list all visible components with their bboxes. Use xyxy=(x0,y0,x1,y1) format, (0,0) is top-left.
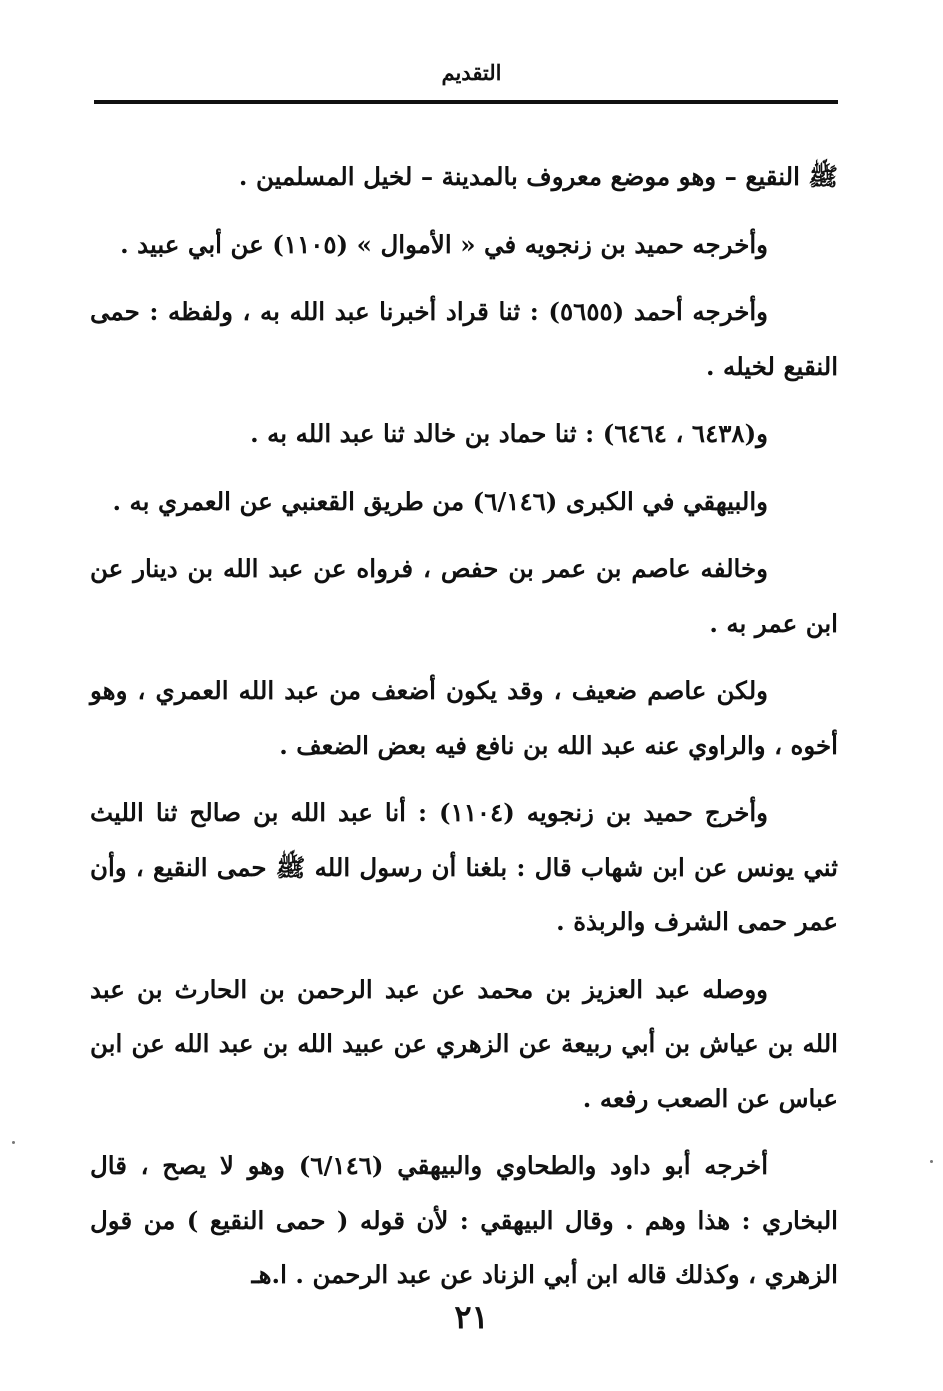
scan-speck xyxy=(930,1160,933,1163)
paragraph: وخالفه عاصم بن عمر بن حفص ، فرواه عن عبد الله بن دينار عن ابن عمر به . xyxy=(90,554,838,638)
paragraph: ووصله عبد العزيز بن محمد عن عبد الرحمن بن الحارث بن عبد الله بن عياش بن أبي ربيعة عن الزهري عن عبيد الله بن عبد الله عن ابن عباس عن الصعب رفعه . xyxy=(90,974,838,1113)
page-body xyxy=(90,150,838,1316)
paragraph: ولكن عاصم ضعيف ، وقد يكون أضعف من عبد الله العمري ، وهو أخوه ، والراوي عنه عبد الله بن نافع فيه بعض الضعف . xyxy=(90,676,838,760)
scan-speck xyxy=(12,1141,15,1144)
paragraph: وأخرجه حميد بن زنجويه في « الأموال » (١١٠٥) عن أبي عبيد . xyxy=(120,229,768,259)
paragraph: وأخرجه أحمد (٥٦٥٥) : ثنا قراد أخبرنا عبد الله به ، ولفظه : حمى النقيع لخيله . xyxy=(90,297,838,381)
paragraph: أخرجه أبو داود والطحاوي والبيهقي (٦/١٤٦) وهو لا يصح ، قال البخاري : هذا وهم . وقال البيهقي : لأن قوله ( حمى النقيع ) من قول الزهري ، وكذلك قاله ابن أبي الزناد عن عبد الرحمن . ا.هـ xyxy=(90,1151,838,1289)
paragraph: وأخرج حميد بن زنجويه (١١٠٤) : أنا عبد الله بن صالح ثنا الليث ثني يونس عن ابن شهاب قال : بلغنا أن رسول الله ﷺ حمى النقيع ، وأن عمر حمى الشرف والربذة . xyxy=(90,798,838,936)
paragraph: والبيهقي في الكبرى (٦/١٤٦) من طريق القعنبي عن العمري به . xyxy=(112,486,768,516)
header-divider xyxy=(94,100,838,104)
paragraph: و(٦٤٣٨ ، ٦٤٦٤) : ثنا حماد بن خالد ثنا عبد الله به . xyxy=(250,419,768,448)
page-number: ٢١ xyxy=(454,1298,489,1336)
paragraph-continuation: ﷺ النقيع – وهو موضع معروف بالمدينة – لخيل المسلمين . xyxy=(238,162,838,191)
running-header-title: التقديم xyxy=(441,60,502,85)
